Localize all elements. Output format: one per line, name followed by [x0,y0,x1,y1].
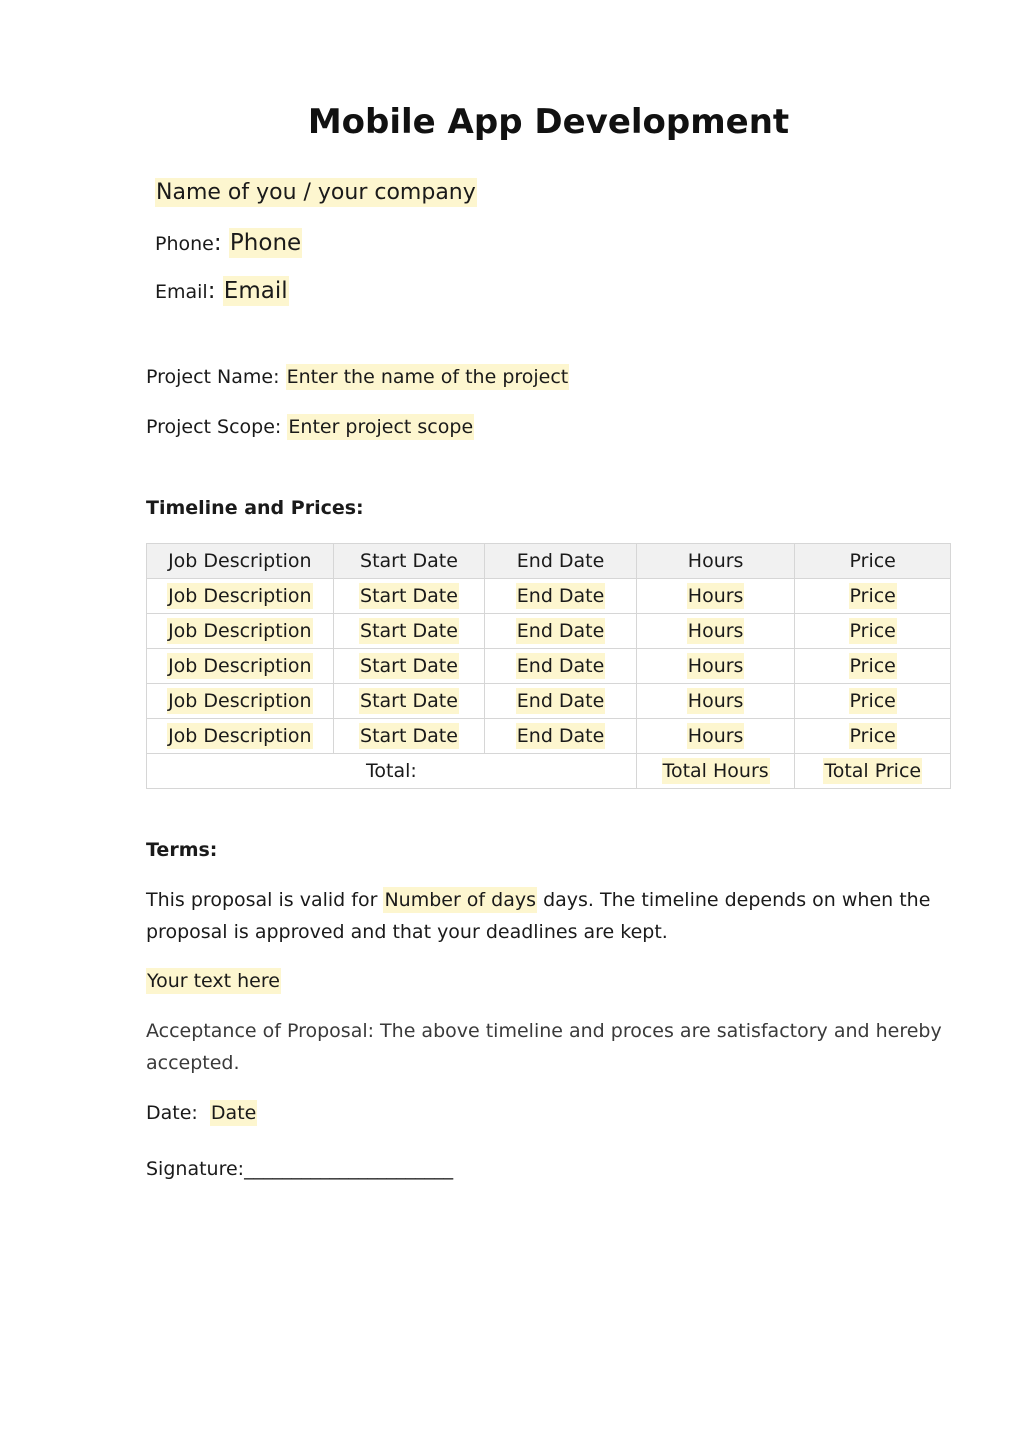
total-price-field[interactable]: Total Price [824,760,922,782]
total-hours-field[interactable]: Total Hours [662,760,769,782]
phone-line [155,226,302,261]
number-of-days-field[interactable]: Number of days [384,889,537,911]
project-name-line [146,362,569,392]
hours-field[interactable]: Hours [687,655,744,677]
phone-label: Phone [155,233,214,255]
end-date-field[interactable]: End Date [516,620,605,642]
start-date-field[interactable]: Start Date [360,725,458,747]
start-date-field[interactable]: Start Date [360,655,458,677]
date-line [146,1097,956,1129]
job-description-cell [147,684,334,719]
email-colon: : [207,278,223,304]
job-description-cell [147,614,334,649]
signature-field[interactable]: ______________________ [244,1158,454,1180]
hours-cell [636,719,795,754]
column-header-start-date: Start Date [333,544,485,579]
total-label: Total: [147,754,637,789]
hours-field[interactable]: Hours [687,725,744,747]
price-cell [795,719,951,754]
column-header-price: Price [795,544,951,579]
end-date-cell [485,579,637,614]
validity-suffix: days. The timeline depends on when the proposal is approved and that your deadlines are kept. [146,889,931,943]
signature-line [146,1153,956,1185]
table-header-row [147,544,951,579]
job-description-cell [147,719,334,754]
job-description-field[interactable]: Job Description [168,620,312,642]
price-field[interactable]: Price [849,620,896,642]
job-description-field[interactable]: Job Description [168,690,312,712]
end-date-cell [485,649,637,684]
company-line [155,176,477,210]
timeline-table [146,543,951,789]
column-header-end-date: End Date [485,544,637,579]
price-cell [795,649,951,684]
phone-colon: : [213,230,229,256]
start-date-cell [333,579,485,614]
start-date-field[interactable]: Start Date [360,690,458,712]
acceptance-paragraph: Acceptance of Proposal: The above timeline and proces are satisfactory and hereby accepted. [146,1020,942,1074]
start-date-cell [333,649,485,684]
end-date-field[interactable]: End Date [516,725,605,747]
job-description-field[interactable]: Job Description [168,655,312,677]
start-date-field[interactable]: Start Date [360,620,458,642]
email-line [155,274,289,309]
custom-text-paragraph [146,965,956,997]
project-scope-field[interactable]: Enter project scope [288,416,474,438]
hours-field[interactable]: Hours [687,585,744,607]
date-field[interactable]: Date [210,1102,257,1124]
email-label: Email [155,281,208,303]
end-date-field[interactable]: End Date [516,655,605,677]
job-description-field[interactable]: Job Description [168,585,312,607]
start-date-cell [333,719,485,754]
end-date-cell [485,684,637,719]
timeline-heading: Timeline and Prices: [146,497,364,519]
price-cell [795,614,951,649]
price-field[interactable]: Price [849,585,896,607]
your-text-field[interactable]: Your text here [147,970,280,992]
end-date-cell [485,719,637,754]
price-field[interactable]: Price [849,690,896,712]
end-date-cell [485,614,637,649]
document-title: Mobile App Development [307,102,790,142]
job-description-cell [147,579,334,614]
column-header-job-description: Job Description [147,544,334,579]
table-row [147,649,951,684]
hours-cell [636,684,795,719]
project-scope-line [146,412,474,442]
column-header-hours: Hours [636,544,795,579]
total-price-cell [795,754,951,789]
project-name-label: Project Name: [146,366,280,388]
company-name-field[interactable]: Name of you / your company [156,180,476,205]
start-date-cell [333,614,485,649]
table-row [147,684,951,719]
end-date-field[interactable]: End Date [516,690,605,712]
hours-field[interactable]: Hours [687,690,744,712]
job-description-field[interactable]: Job Description [168,725,312,747]
hours-field[interactable]: Hours [687,620,744,642]
table-row [147,579,951,614]
hours-cell [636,649,795,684]
hours-cell [636,579,795,614]
total-row [147,754,951,789]
date-label: Date: [146,1102,198,1124]
hours-cell [636,614,795,649]
signature-label: Signature: [146,1158,245,1180]
price-field[interactable]: Price [849,655,896,677]
email-field[interactable]: Email [223,278,288,304]
terms-heading: Terms: [146,839,218,861]
start-date-field[interactable]: Start Date [360,585,458,607]
end-date-field[interactable]: End Date [516,585,605,607]
validity-prefix: This proposal is valid for [146,889,378,911]
price-cell [795,684,951,719]
validity-paragraph [146,884,956,948]
project-name-field[interactable]: Enter the name of the project [286,366,569,388]
start-date-cell [333,684,485,719]
price-cell [795,579,951,614]
table-row [147,719,951,754]
project-scope-label: Project Scope: [146,416,282,438]
price-field[interactable]: Price [849,725,896,747]
phone-field[interactable]: Phone [229,230,302,256]
total-hours-cell [636,754,795,789]
table-row [147,614,951,649]
job-description-cell [147,649,334,684]
